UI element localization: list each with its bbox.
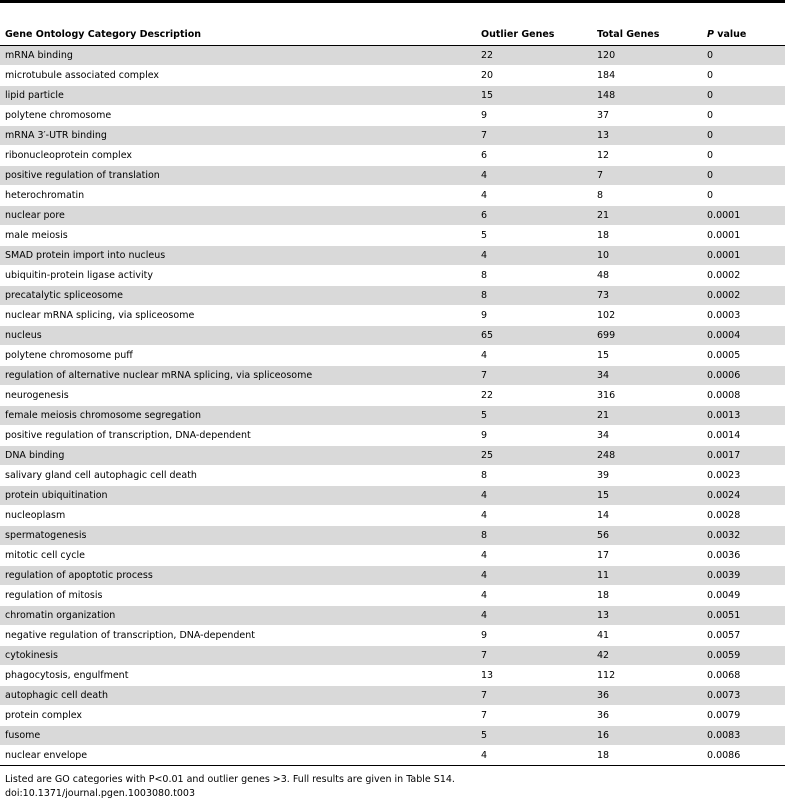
header-p-rest: value xyxy=(713,29,747,40)
cell-description: regulation of alternative nuclear mRNA splicing, via spliceosome xyxy=(0,366,476,386)
cell-description: polytene chromosome xyxy=(0,106,476,126)
cell-outlier-genes: 4 xyxy=(476,586,592,606)
header-outlier-genes: Outlier Genes xyxy=(476,24,592,46)
cell-outlier-genes: 9 xyxy=(476,626,592,646)
cell-description: chromatin organization xyxy=(0,606,476,626)
table-bottom-rule xyxy=(0,765,785,766)
cell-outlier-genes: 4 xyxy=(476,186,592,206)
table-row xyxy=(0,226,785,246)
table-row xyxy=(0,246,785,266)
cell-description: protein ubiquitination xyxy=(0,486,476,506)
cell-p-value: 0.0004 xyxy=(702,326,785,346)
table-row xyxy=(0,266,785,286)
footnote-text: Listed are GO categories with P<0.01 and outlier genes >3. Full results are given in Table S14. xyxy=(5,774,455,785)
table-row xyxy=(0,506,785,526)
cell-total-genes: 184 xyxy=(592,66,702,86)
cell-total-genes: 248 xyxy=(592,446,702,466)
cell-description: SMAD protein import into nucleus xyxy=(0,246,476,266)
cell-total-genes: 699 xyxy=(592,326,702,346)
cell-description: positive regulation of translation xyxy=(0,166,476,186)
cell-total-genes: 13 xyxy=(592,606,702,626)
cell-p-value: 0.0001 xyxy=(702,246,785,266)
cell-total-genes: 39 xyxy=(592,466,702,486)
cell-description: spermatogenesis xyxy=(0,526,476,546)
cell-outlier-genes: 7 xyxy=(476,126,592,146)
table-row xyxy=(0,106,785,126)
cell-p-value: 0.0028 xyxy=(702,506,785,526)
cell-total-genes: 34 xyxy=(592,426,702,446)
cell-total-genes: 37 xyxy=(592,106,702,126)
cell-outlier-genes: 4 xyxy=(476,606,592,626)
cell-total-genes: 21 xyxy=(592,406,702,426)
cell-p-value: 0.0039 xyxy=(702,566,785,586)
cell-total-genes: 15 xyxy=(592,486,702,506)
cell-outlier-genes: 22 xyxy=(476,386,592,406)
cell-p-value: 0 xyxy=(702,126,785,146)
cell-description: ribonucleoprotein complex xyxy=(0,146,476,166)
cell-p-value: 0.0036 xyxy=(702,546,785,566)
cell-total-genes: 148 xyxy=(592,86,702,106)
table-top-rule xyxy=(0,0,785,3)
table-row xyxy=(0,306,785,326)
cell-p-value: 0.0003 xyxy=(702,306,785,326)
cell-description: nucleus xyxy=(0,326,476,346)
table-row xyxy=(0,486,785,506)
table-row xyxy=(0,66,785,86)
cell-description: mitotic cell cycle xyxy=(0,546,476,566)
cell-total-genes: 42 xyxy=(592,646,702,666)
cell-p-value: 0.0002 xyxy=(702,266,785,286)
cell-p-value: 0.0017 xyxy=(702,446,785,466)
cell-description: microtubule associated complex xyxy=(0,66,476,86)
cell-outlier-genes: 4 xyxy=(476,506,592,526)
cell-p-value: 0.0057 xyxy=(702,626,785,646)
cell-p-value: 0.0013 xyxy=(702,406,785,426)
table-row xyxy=(0,366,785,386)
cell-total-genes: 21 xyxy=(592,206,702,226)
cell-outlier-genes: 8 xyxy=(476,266,592,286)
cell-total-genes: 316 xyxy=(592,386,702,406)
table-row xyxy=(0,546,785,566)
cell-outlier-genes: 6 xyxy=(476,206,592,226)
cell-total-genes: 12 xyxy=(592,146,702,166)
cell-description: regulation of mitosis xyxy=(0,586,476,606)
cell-description: nuclear envelope xyxy=(0,746,476,766)
cell-outlier-genes: 9 xyxy=(476,306,592,326)
cell-total-genes: 18 xyxy=(592,746,702,766)
cell-description: lipid particle xyxy=(0,86,476,106)
cell-outlier-genes: 8 xyxy=(476,466,592,486)
cell-p-value: 0.0001 xyxy=(702,226,785,246)
table-row xyxy=(0,646,785,666)
table-row xyxy=(0,686,785,706)
cell-description: DNA binding xyxy=(0,446,476,466)
cell-description: regulation of apoptotic process xyxy=(0,566,476,586)
table-row xyxy=(0,326,785,346)
table-row xyxy=(0,126,785,146)
cell-total-genes: 11 xyxy=(592,566,702,586)
cell-p-value: 0 xyxy=(702,186,785,206)
cell-outlier-genes: 5 xyxy=(476,406,592,426)
table-row xyxy=(0,626,785,646)
cell-outlier-genes: 5 xyxy=(476,226,592,246)
table-row xyxy=(0,86,785,106)
cell-p-value: 0.0001 xyxy=(702,206,785,226)
header-total-genes: Total Genes xyxy=(592,24,702,46)
table-header xyxy=(0,24,785,46)
table-footnote xyxy=(5,773,455,801)
cell-description: female meiosis chromosome segregation xyxy=(0,406,476,426)
table-row xyxy=(0,446,785,466)
cell-outlier-genes: 4 xyxy=(476,546,592,566)
cell-p-value: 0.0051 xyxy=(702,606,785,626)
cell-description: precatalytic spliceosome xyxy=(0,286,476,306)
table-row xyxy=(0,426,785,446)
table-row xyxy=(0,406,785,426)
cell-p-value: 0.0002 xyxy=(702,286,785,306)
table-row xyxy=(0,466,785,486)
cell-total-genes: 15 xyxy=(592,346,702,366)
cell-p-value: 0 xyxy=(702,146,785,166)
cell-total-genes: 7 xyxy=(592,166,702,186)
cell-p-value: 0 xyxy=(702,86,785,106)
table-row xyxy=(0,46,785,66)
cell-total-genes: 10 xyxy=(592,246,702,266)
cell-description: cytokinesis xyxy=(0,646,476,666)
cell-outlier-genes: 7 xyxy=(476,706,592,726)
table-row xyxy=(0,746,785,766)
cell-outlier-genes: 4 xyxy=(476,486,592,506)
cell-description: neurogenesis xyxy=(0,386,476,406)
cell-p-value: 0.0086 xyxy=(702,746,785,766)
cell-p-value: 0.0049 xyxy=(702,586,785,606)
cell-total-genes: 8 xyxy=(592,186,702,206)
table-body xyxy=(0,46,785,766)
cell-total-genes: 34 xyxy=(592,366,702,386)
table-row xyxy=(0,526,785,546)
cell-p-value: 0.0023 xyxy=(702,466,785,486)
header-description: Gene Ontology Category Description xyxy=(0,24,476,46)
table-row xyxy=(0,666,785,686)
table-row xyxy=(0,346,785,366)
cell-p-value: 0 xyxy=(702,66,785,86)
cell-description: fusome xyxy=(0,726,476,746)
cell-outlier-genes: 22 xyxy=(476,46,592,66)
cell-description: polytene chromosome puff xyxy=(0,346,476,366)
cell-description: positive regulation of transcription, DNA-dependent xyxy=(0,426,476,446)
table-row xyxy=(0,386,785,406)
cell-total-genes: 13 xyxy=(592,126,702,146)
cell-outlier-genes: 9 xyxy=(476,426,592,446)
cell-outlier-genes: 15 xyxy=(476,86,592,106)
header-p-italic: P xyxy=(707,29,714,40)
footnote-doi: doi:10.1371/journal.pgen.1003080.t003 xyxy=(5,788,196,799)
cell-total-genes: 18 xyxy=(592,586,702,606)
cell-p-value: 0.0008 xyxy=(702,386,785,406)
cell-p-value: 0.0083 xyxy=(702,726,785,746)
cell-p-value: 0 xyxy=(702,166,785,186)
cell-description: ubiquitin-protein ligase activity xyxy=(0,266,476,286)
header-row xyxy=(0,24,785,46)
cell-p-value: 0.0059 xyxy=(702,646,785,666)
cell-description: protein complex xyxy=(0,706,476,726)
table-row xyxy=(0,726,785,746)
table-row xyxy=(0,286,785,306)
cell-outlier-genes: 4 xyxy=(476,566,592,586)
cell-outlier-genes: 8 xyxy=(476,286,592,306)
cell-outlier-genes: 65 xyxy=(476,326,592,346)
cell-outlier-genes: 7 xyxy=(476,646,592,666)
cell-p-value: 0.0068 xyxy=(702,666,785,686)
cell-outlier-genes: 5 xyxy=(476,726,592,746)
cell-total-genes: 14 xyxy=(592,506,702,526)
header-p-value xyxy=(702,24,785,46)
cell-description: nuclear pore xyxy=(0,206,476,226)
cell-description: nucleoplasm xyxy=(0,506,476,526)
cell-outlier-genes: 9 xyxy=(476,106,592,126)
table-row xyxy=(0,186,785,206)
cell-total-genes: 41 xyxy=(592,626,702,646)
cell-total-genes: 73 xyxy=(592,286,702,306)
cell-outlier-genes: 7 xyxy=(476,686,592,706)
cell-outlier-genes: 7 xyxy=(476,366,592,386)
cell-total-genes: 16 xyxy=(592,726,702,746)
cell-description: phagocytosis, engulfment xyxy=(0,666,476,686)
cell-total-genes: 120 xyxy=(592,46,702,66)
cell-description: autophagic cell death xyxy=(0,686,476,706)
cell-total-genes: 112 xyxy=(592,666,702,686)
cell-total-genes: 102 xyxy=(592,306,702,326)
cell-outlier-genes: 4 xyxy=(476,746,592,766)
cell-p-value: 0.0014 xyxy=(702,426,785,446)
cell-total-genes: 18 xyxy=(592,226,702,246)
cell-outlier-genes: 13 xyxy=(476,666,592,686)
table-row xyxy=(0,606,785,626)
cell-total-genes: 56 xyxy=(592,526,702,546)
cell-p-value: 0.0024 xyxy=(702,486,785,506)
cell-total-genes: 48 xyxy=(592,266,702,286)
table-row xyxy=(0,566,785,586)
cell-p-value: 0 xyxy=(702,46,785,66)
cell-outlier-genes: 4 xyxy=(476,346,592,366)
cell-total-genes: 17 xyxy=(592,546,702,566)
cell-p-value: 0.0079 xyxy=(702,706,785,726)
cell-p-value: 0.0005 xyxy=(702,346,785,366)
cell-outlier-genes: 8 xyxy=(476,526,592,546)
cell-p-value: 0.0032 xyxy=(702,526,785,546)
cell-total-genes: 36 xyxy=(592,686,702,706)
table-row xyxy=(0,146,785,166)
cell-outlier-genes: 4 xyxy=(476,246,592,266)
cell-p-value: 0.0073 xyxy=(702,686,785,706)
cell-description: negative regulation of transcription, DNA-dependent xyxy=(0,626,476,646)
cell-p-value: 0.0006 xyxy=(702,366,785,386)
cell-description: male meiosis xyxy=(0,226,476,246)
table-row xyxy=(0,586,785,606)
cell-outlier-genes: 4 xyxy=(476,166,592,186)
cell-outlier-genes: 6 xyxy=(476,146,592,166)
cell-description: heterochromatin xyxy=(0,186,476,206)
cell-outlier-genes: 25 xyxy=(476,446,592,466)
table-row xyxy=(0,206,785,226)
cell-description: mRNA 3′-UTR binding xyxy=(0,126,476,146)
table-row xyxy=(0,166,785,186)
table-row xyxy=(0,706,785,726)
go-category-table xyxy=(0,24,785,766)
cell-outlier-genes: 20 xyxy=(476,66,592,86)
cell-description: salivary gland cell autophagic cell death xyxy=(0,466,476,486)
cell-description: nuclear mRNA splicing, via spliceosome xyxy=(0,306,476,326)
cell-p-value: 0 xyxy=(702,106,785,126)
cell-description: mRNA binding xyxy=(0,46,476,66)
cell-total-genes: 36 xyxy=(592,706,702,726)
